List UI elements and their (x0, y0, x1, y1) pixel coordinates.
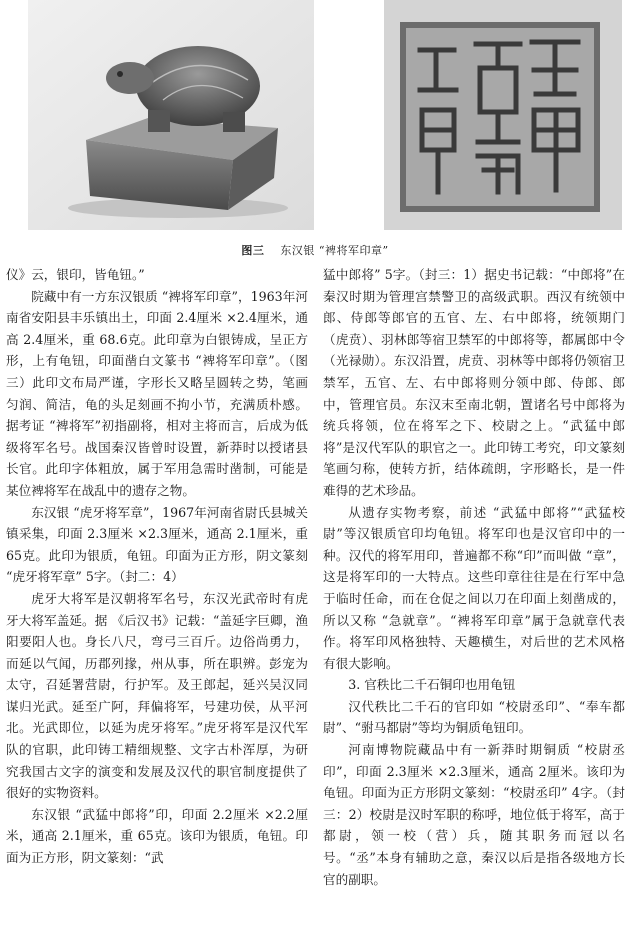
figure-caption-text: 东汉银 “裨将军印章” (280, 244, 389, 257)
paragraph: 虎牙大将军是汉朝将军名号，东汉光武帝时有虎牙大将军盖延。据 《后汉书》记载：“盖延字巨卿，渔阳要阳人也。身长八尺，弯弓三百斤。边俗尚勇力，而延以气闻，历郡列掾，州从事，所在职辨。彭宠为太守，召延署营尉，行护军。及王郎起，延兴吴汉同谋归光武。延至广阿，拜偏将军，号建功侯，从平河北。光武即位，以延为虎牙将军。”虎牙将军是汉代军队的官职，此印铸工精细规整、文字古朴浑厚，为研究我国古文字的演变和发展及汉代的职官制度提供了很好的实物资料。 (6, 590, 308, 801)
paragraph: 猛中郎将” 5字。（封三：1）据史书记载：“中郎将”在秦汉时期为管理宫禁警卫的高级武职。西汉有统领中郎、侍郎等郎官的五官、左、右中郎将，统领期门（虎贲）、羽林郎等宿卫禁军的中郎将等，都属郎中令（光禄勋）。东汉沿置，虎贲、羽林等中郎将仍领宿卫禁军，五官、左、右中郎将则分领中郎、侍郎、郎中，管理官员。东汉末至南北朝，置诸名号中郎将为统兵将领，位在将军之下、校尉之上。“武猛中郎将”是汉代军队的职官之一。此印铸工考究，印文篆刻笔画匀称，使转方折，结体疏朗，字形略长，是一件难得的艺术珍品。 (323, 267, 625, 498)
paragraph: 东汉银 “虎牙将军章”，1967年河南省尉氏县城关镇采集，印面 2.3厘米 ×2.3厘米，通高 2.1厘米，重 65克。此印为银质，龟钮。印面为正方形，阴文篆刻 “虎牙将军章” 5字。（封二：4） (6, 504, 308, 585)
seal-face-image (384, 0, 622, 230)
paragraph: 汉代秩比二千石的官印如 “校尉丞印”、“奉车都尉”、“驸马都尉”等均为铜质龟钮印。 (323, 698, 625, 736)
left-text-column (6, 264, 308, 869)
section-heading: 3. 官秩比二千石铜印也用龟钮 (348, 677, 516, 693)
paragraph: 仪》云，银印，皆龟钮。” (6, 267, 145, 282)
figure-caption (0, 242, 630, 258)
seal-side-view-image (28, 0, 314, 230)
turtle-knob-seal-photo (28, 0, 314, 230)
paragraph: 院藏中有一方东汉银质 “裨将军印章”，1963年河南省安阳县丰乐镇出土，印面 2.4厘米 ×2.4厘米，通高 2.4厘米，重 68.6克。此印章为白银铸成，呈正方形，上有龟钮，印面凿白文篆书 “裨将军印章”。（图三）此印文布局严谨，字形长又略呈圆转之势，笔画匀润、简洁，龟的头足刻画不拘小节，充满质朴感。据考证 “裨将军”初指副将，相对主将而言，后成为低级将军名号。战国秦汉皆曾时设置，新莽时以授诸县长官。此印字体粗放，属于军用急需时凿制，可能是某位裨将军在战乱中的遗存之物。 (6, 288, 308, 498)
seal-face-rubbing-photo (384, 0, 622, 230)
paragraph: 从遗存实物考察，前述 “武猛中郎将”“武猛校尉”等汉银质官印均龟钮。将军印也是汉官印中的一种。汉代的将军用印，普遍都不称“印”而叫做 “章”，这是将军印的一大特点。这些印章往往是在行军中急于临时任命，而在仓促之间以刀在印面上刻凿成的，所以又称 “急就章”。“裨将军印章”属于急就章代表作。将军印风格独特、天趣横生，对后世的艺术风格有很大影响。 (323, 504, 625, 671)
paragraph: 河南博物院藏品中有一新莽时期铜质 “校尉丞印”，印面 2.3厘米 ×2.3厘米，通高 2厘米。该印为龟钮。印面为正方形阴文篆刻：“校尉丞印” 4字。（封三：2）校尉是汉时军职的称呼，地位低于将军，高于都尉，领一校（营）兵，随其职务而冠以名号。“丞”本身有辅助之意，秦汉以后是指各级地方长官的副职。 (323, 742, 625, 887)
right-text-column (323, 264, 625, 890)
paragraph: 东汉银 “武猛中郎将”印，印面 2.2厘米 ×2.2厘米，通高 2.1厘米，重 65克。该印为银质，龟钮。印面为正方形，阴文篆刻：“武 (6, 806, 308, 866)
figure-label: 图三 (241, 244, 265, 257)
